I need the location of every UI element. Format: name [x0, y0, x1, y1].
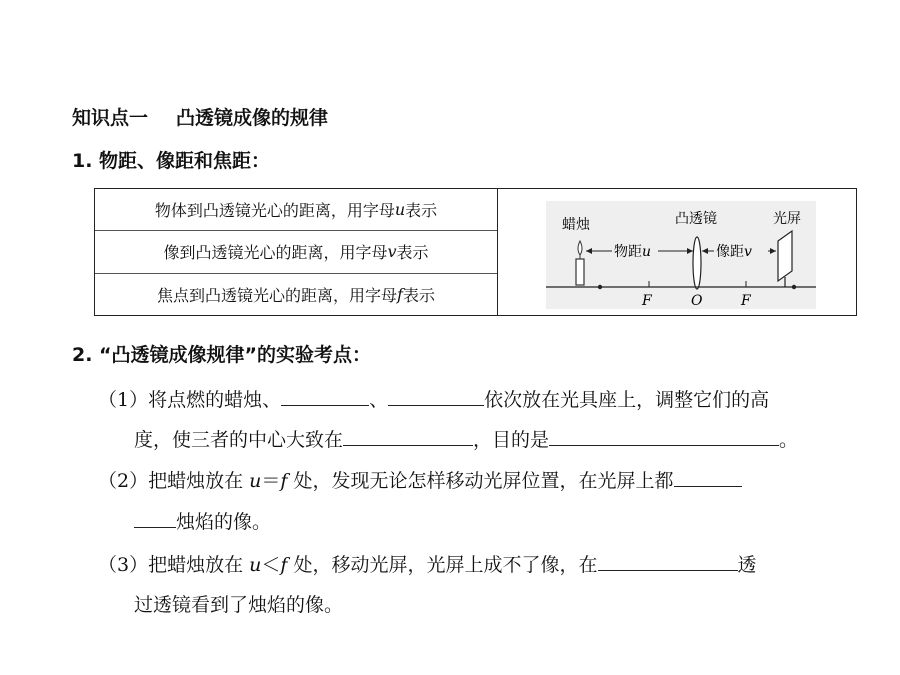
axis-point [792, 285, 796, 289]
question-text: 。 [779, 429, 799, 451]
row-variable: f [397, 284, 403, 304]
question-text: （1）将点燃的蜡烛、 [98, 389, 282, 411]
table-row [95, 189, 497, 231]
question-text: 依次放在光具座上，调整它们的高 [484, 389, 770, 411]
question-text: 处，移动光屏，光屏上成不了像，在 [287, 554, 598, 576]
question-text: 处，发现无论怎样移动光屏位置，在光屏上都 [287, 470, 674, 492]
object-distance-label: 物距u [614, 244, 652, 260]
item2-heading: 2. “凸透镜成像规律”的实验考点： [72, 344, 372, 366]
image-distance-label: 像距v [716, 244, 752, 260]
optical-bench-diagram [546, 201, 816, 309]
axis-point [598, 285, 602, 289]
answer-blank[interactable] [388, 387, 484, 406]
focus-label-left: F [642, 293, 652, 309]
answer-blank[interactable] [134, 509, 176, 528]
candle-label: 蜡烛 [562, 217, 590, 233]
table-row [95, 231, 497, 273]
question-text: ，目的是 [473, 429, 550, 451]
row-text: 表示 [402, 285, 435, 305]
question-text: 度，使三者的中心大致在 [134, 429, 344, 451]
table-row [95, 274, 497, 315]
answer-blank[interactable] [549, 427, 779, 446]
row-text: 表示 [396, 243, 429, 263]
variable-u: u [249, 554, 262, 576]
question-text: 透 [737, 554, 757, 576]
item1-heading: 1. 物距、像距和焦距： [72, 150, 271, 172]
section-heading [72, 103, 328, 130]
variable-f: f [280, 554, 288, 576]
row-text: 像到凸透镜光心的距离，用字母 [163, 243, 388, 263]
question-3-line-2: 过透镜看到了烛焰的像。 [134, 594, 344, 616]
answer-blank[interactable] [674, 468, 742, 487]
question-text: 烛焰的像。 [176, 511, 272, 533]
focus-label-right: F [741, 293, 751, 309]
question-1-line-1 [98, 385, 769, 412]
question-text: 、 [369, 389, 389, 411]
answer-blank[interactable] [343, 427, 473, 446]
question-3-line-1 [98, 550, 757, 577]
diagram-cell [498, 189, 856, 315]
lens-label: 凸透镜 [675, 211, 717, 227]
definition-text-column [95, 189, 498, 315]
optical-center-label: O [691, 293, 703, 309]
row-text: 物体到凸透镜光心的距离，用字母 [154, 201, 395, 221]
row-text: 表示 [405, 201, 438, 221]
answer-blank[interactable] [598, 552, 738, 571]
row-variable: u [394, 200, 406, 220]
convex-lens-icon [693, 237, 701, 289]
variable-u: u [249, 470, 262, 492]
definition-table [94, 188, 857, 316]
question-1-line-2 [134, 425, 798, 452]
variable-f: f [280, 470, 288, 492]
question-2-line-2 [134, 507, 271, 534]
screen-label: 光屏 [773, 211, 801, 227]
section-title: 知识点一 [72, 107, 149, 129]
section-subtitle: 凸透镜成像的规律 [176, 107, 329, 129]
row-text: 焦点到凸透镜光心的距离，用字母 [157, 285, 398, 305]
question-2-line-1 [98, 466, 742, 493]
question-text: ＝ [261, 470, 281, 492]
answer-blank[interactable] [281, 387, 369, 406]
question-text: （2）把蜡烛放在 [98, 470, 250, 492]
question-text: （3）把蜡烛放在 [98, 554, 250, 576]
row-variable: v [387, 242, 397, 262]
question-text: ＜ [261, 554, 281, 576]
